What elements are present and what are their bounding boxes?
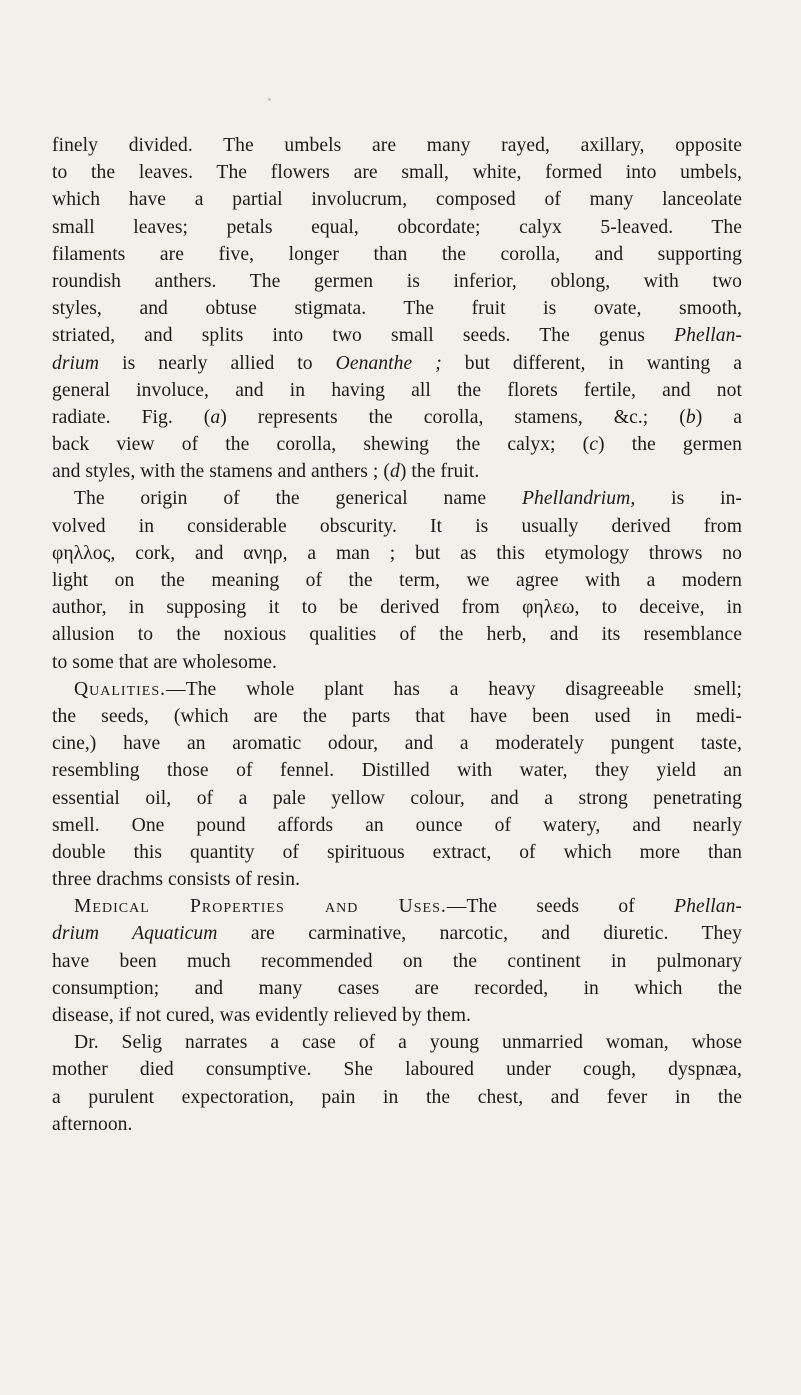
text-line: volved in considerable obscurity. It is usually derived from	[52, 515, 742, 537]
text-line: cine,) have an aromatic odour, and a moderately pungent taste,	[52, 733, 742, 755]
genus-name: Phellandrium,	[521, 488, 636, 510]
text-line: to the leaves. The flowers are small, white, formed into umbels,	[52, 162, 742, 184]
text-line: styles, and obtuse stigmata. The fruit is ovate, smooth,	[52, 298, 742, 320]
text-line: The origin of the generical name Phellandrium, is in-	[74, 488, 742, 510]
text-line: three drachms consists of resin.	[52, 869, 301, 891]
text-line: radiate. Fig. (a) represents the corolla, stamens, &c.; (b) a	[52, 406, 742, 428]
text-line: disease, if not cured, was evidently relieved by them.	[52, 1005, 471, 1026]
genus-name: Phellan-	[674, 325, 742, 347]
text-line: finely divided. The umbels are many rayed, axillary, opposite	[52, 135, 742, 156]
body-text	[52, 132, 742, 1138]
text-line: back view of the corolla, shewing the calyx; (c) the germen	[52, 434, 742, 456]
text-line: Medical Properties and Uses.—The seeds of Phellan-	[74, 896, 742, 918]
text-line: mother died consumptive. She laboured under cough, dyspnæa,	[52, 1059, 742, 1081]
text-line: Dr. Selig narrates a case of a young unmarried woman, whose	[74, 1032, 742, 1054]
section-heading: Medical Properties and Uses.	[74, 896, 447, 918]
text-line: striated, and splits into two small seeds. The genus Phellan-	[52, 325, 742, 347]
text-line: a purulent expectoration, pain in the chest, and fever in the	[52, 1086, 742, 1108]
text-line: double this quantity of spirituous extract, of which more than	[52, 841, 742, 863]
figure-letter: b	[685, 406, 696, 428]
paper-speck	[268, 98, 271, 101]
text-line: general involuce, and in having all the florets fertile, and not	[52, 379, 742, 401]
text-line: drium Aquaticum are carminative, narcotic, and diuretic. They	[52, 923, 742, 945]
genus-name: Phellan-	[674, 896, 742, 918]
text-line: roundish anthers. The germen is inferior, oblong, with two	[52, 270, 742, 292]
text-line: drium is nearly allied to Oenanthe ; but different, in wanting a	[52, 352, 742, 374]
text-line: allusion to the noxious qualities of the herb, and its resemblance	[52, 624, 742, 646]
text-line: author, in supposing it to be derived from φηλεω, to deceive, in	[52, 597, 742, 619]
text-line: resembling those of fennel. Distilled with water, they yield an	[52, 760, 742, 782]
text-line: φηλλος, cork, and ανηρ, a man ; but as this etymology throws no	[52, 542, 742, 564]
text-line: filaments are five, longer than the corolla, and supporting	[52, 243, 742, 265]
section-heading: Qualities.	[74, 678, 167, 700]
genus-name: drium	[52, 352, 100, 374]
text-line: light on the meaning of the term, we agree with a modern	[52, 570, 742, 591]
text-line: small leaves; petals equal, obcordate; calyx 5-leaved. The	[52, 216, 742, 238]
figure-letter: c	[589, 434, 598, 456]
text-line: consumption; and many cases are recorded, in which the	[52, 977, 742, 999]
figure-letter: a	[210, 406, 221, 428]
text-line: Qualities.—The whole plant has a heavy disagreeable smell;	[74, 678, 742, 700]
figure-letter: d	[389, 461, 400, 483]
text-line: essential oil, of a pale yellow colour, and a strong penetrating	[52, 787, 742, 809]
text-line: which have a partial involucrum, composed of many lanceolate	[52, 189, 742, 211]
genus-name: drium Aquaticum	[52, 923, 218, 945]
text-line: have been much recommended on the continent in pulmonary	[52, 950, 742, 972]
genus-name: Oenanthe ;	[335, 352, 442, 374]
text-line: and styles, with the stamens and anthers ; (d) the fruit.	[52, 461, 480, 483]
text-line: smell. One pound affords an ounce of watery, and nearly	[52, 814, 742, 836]
text-line: afternoon.	[52, 1113, 133, 1135]
text-line: to some that are wholesome.	[52, 651, 277, 673]
text-line: the seeds, (which are the parts that have been used in medi-	[52, 705, 742, 727]
